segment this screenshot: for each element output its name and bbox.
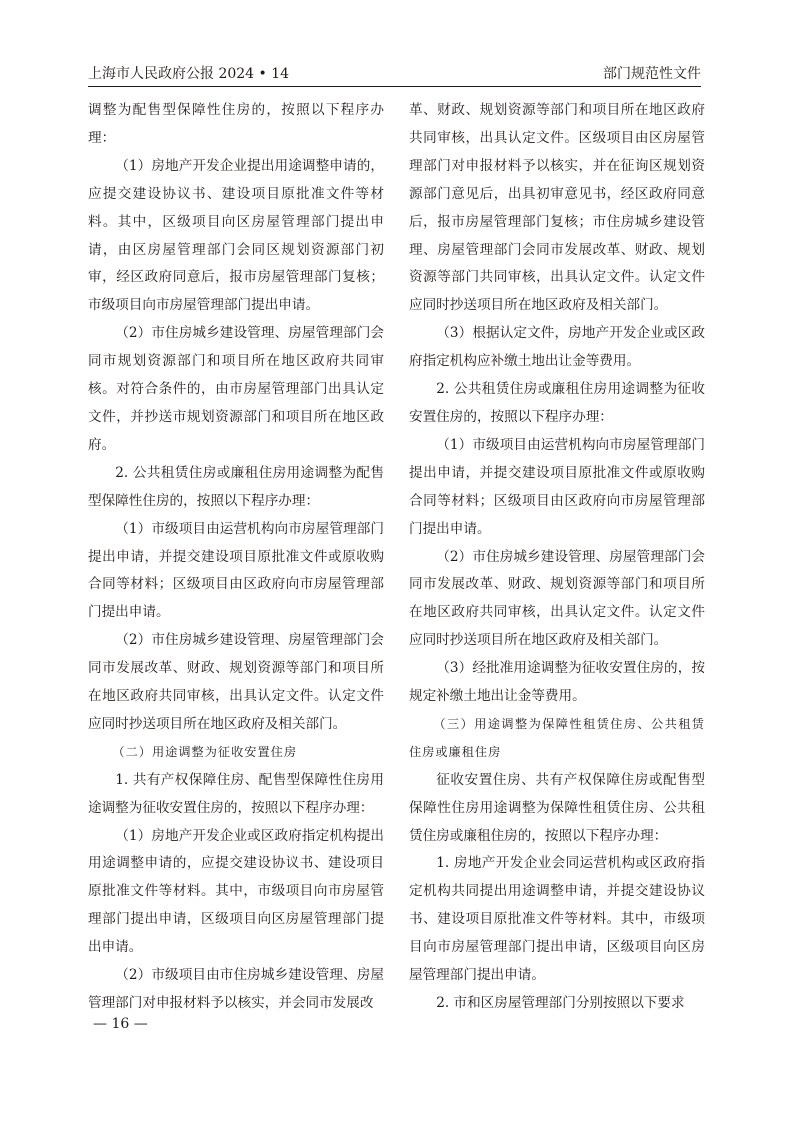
paragraph: （3）根据认定文件，房地产开发企业或区政府指定机构应补缴土地出让金等费用。: [409, 325, 705, 370]
paragraph: 2. 公共租赁住房或廉租住房用途调整为征收安置住房的，按照以下程序办理：: [409, 381, 705, 425]
paragraph: （1）市级项目由运营机构向市房屋管理部门提出申请，并提交建设项目原批准文件或原收购合同等材料；区级项目由区政府向市房屋管理部门提出申请。: [409, 436, 705, 537]
right-column: [409, 97, 705, 1018]
paragraph: （1）市级项目由运营机构向市房屋管理部门提出申请，并提交建设项目原批准文件或原收购合同等材料；区级项目由区政府向市房屋管理部门提出申请。: [88, 520, 384, 621]
paragraph: 征收安置住房、共有产权保障住房或配售型保障性住房用途调整为保障性租赁住房、公共租赁住房或廉租住房的，按照以下程序办理：: [409, 771, 705, 844]
paragraph: （2）市住房城乡建设管理、房屋管理部门会同市发展改革、财政、规划资源等部门和项目所在地区政府共同审核，出具认定文件。认定文件应同时抄送项目所在地区政府及相关部门。: [88, 632, 384, 732]
section-title: 部门规范性文件: [603, 66, 701, 82]
gazette-title: 上海市人民政府公报 2024 • 14: [88, 66, 290, 82]
paragraph: 调整为配售型保障性住房的，按照以下程序办理：: [88, 102, 384, 146]
paragraph: 2. 市和区房屋管理部门分别按照以下要求: [436, 995, 685, 1011]
paragraph: 1. 共有产权保障住房、配售型保障性住房用途调整为征收安置住房的，按照以下程序办理：: [88, 771, 384, 816]
section-heading: （二）用途调整为征收安置住房: [112, 744, 298, 759]
paragraph: 革、财政、规划资源等部门和项目所在地区政府共同审核，出具认定文件。区级项目由区房屋管理部门对申报材料予以核实，并在征询区规划资源部门意见后，出具初审意见书，经区政府同意后，报市房屋管理部门复核；市住房城乡建设管理、房屋管理部门会同市发展改革、财政、规划资源等部门共同审核，出具认定文件。认定文件应同时抄送项目所在地区政府及相关部门。: [409, 102, 705, 314]
paragraph: （3）经批准用途调整为征收安置住房的，按规定补缴土地出让金等费用。: [409, 660, 705, 705]
paragraph: （1）房地产开发企业提出用途调整申请的，应提交建设协议书、建设项目原批准文件等材料。其中，区级项目向区房屋管理部门提出申请，由区房屋管理部门会同区规划资源部门初审，经区政府同意后，报市房屋管理部门复核；市级项目向市房屋管理部门提出申请。: [88, 157, 384, 314]
paragraph: （2）市住房城乡建设管理、房屋管理部门会同市规划资源部门和项目所在地区政府共同审核。对符合条件的，由市房屋管理部门出具认定文件，并抄送市规划资源部门和项目所在地区政府。: [88, 325, 384, 453]
left-column: [88, 97, 384, 1018]
paragraph: （2）市级项目由市住房城乡建设管理、房屋管理部门对申报材料予以核实，并会同市发展改: [88, 967, 384, 1011]
page-number: — 16 —: [93, 1016, 148, 1032]
paragraph: （1）房地产开发企业或区政府指定机构提出用途调整申请的，应提交建设协议书、建设项目原批准文件等材料。其中，市级项目向市房屋管理部门提出申请，区级项目向区房屋管理部门提出申请。: [88, 827, 384, 956]
page-header: [88, 60, 701, 87]
paragraph: 1. 房地产开发企业会同运营机构或区政府指定机构共同提出用途调整申请，并提交建设协议书、建设项目原批准文件等材料。其中，市级项目向市房屋管理部门提出申请，区级项目向区房屋管理部门提出申请。: [409, 855, 705, 984]
paragraph: 2. 公共租赁住房或廉租住房用途调整为配售型保障性住房的，按照以下程序办理：: [88, 464, 384, 509]
paragraph: （2）市住房城乡建设管理、房屋管理部门会同市发展改革、财政、规划资源等部门和项目所在地区政府共同审核，出具认定文件。认定文件应同时抄送项目所在地区政府及相关部门。: [409, 548, 705, 649]
section-heading: （三）用途调整为保障性租赁住房、公共租赁住房或廉租住房: [409, 716, 705, 759]
